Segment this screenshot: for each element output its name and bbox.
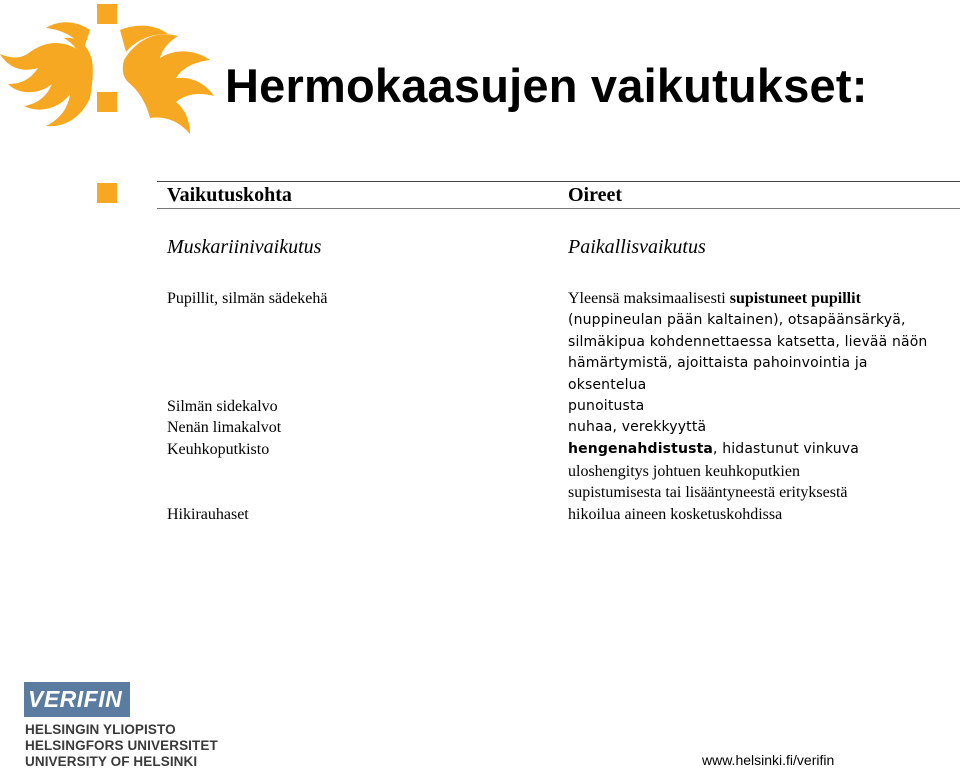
- symptom-bronchi-line-1: [568, 439, 859, 461]
- university-name-en: UNIVERSITY OF HELSINKI: [25, 754, 198, 769]
- symptom-pupils-line-4: hämärtymistä, ajoittaista pahoinvointia ja: [568, 355, 868, 371]
- site-nasal-mucosa: Nenän limakalvot: [167, 419, 282, 436]
- table-header-rule: [157, 208, 960, 209]
- symptom-bronchi-line-3: supistumisesta tai lisääntyneestä erityksestä: [568, 484, 848, 501]
- section-label-local: Paikallisvaikutus: [568, 236, 706, 258]
- page-title: Hermokaasujen vaikutukset:: [225, 59, 868, 112]
- site-bronchi: Keuhkoputkisto: [167, 441, 270, 458]
- university-name-fi: HELSINGIN YLIOPISTO: [25, 722, 176, 737]
- symptom-pupils-line-3: silmäkipua kohdennettaessa katsetta, lievää näön: [568, 334, 928, 350]
- symptom-pupils-line-1: [568, 288, 861, 310]
- section-label-muscarinic: Muskariinivaikutus: [167, 236, 322, 258]
- symptom-pupils-line-2: (nuppineulan pään kaltainen), otsapäänsärkyä,: [568, 312, 906, 328]
- symptom-text: Yleensä maksimaalisesti: [568, 290, 730, 307]
- symptom-nasal: nuhaa, verekkyyttä: [568, 419, 707, 435]
- symptom-bronchi-line-2: uloshengitys johtuen keuhkoputkien: [568, 463, 800, 480]
- site-conjunctiva: Silmän sidekalvo: [167, 398, 278, 415]
- column-header-site: Vaikutuskohta: [167, 184, 292, 206]
- symptom-sweat: hikoilua aineen kosketuskohdissa: [568, 506, 783, 523]
- symptom-text: , hidastunut vinkuva: [713, 441, 859, 457]
- university-flame-logo-icon: [0, 0, 230, 210]
- university-name-sv: HELSINGFORS UNIVERSITET: [25, 738, 218, 753]
- site-sweat-glands: Hikirauhaset: [167, 506, 249, 523]
- site-pupils: Pupillit, silmän sädekehä: [167, 290, 328, 307]
- symptom-emphasis: hengenahdistusta: [568, 441, 714, 457]
- symptom-conjunctiva: punoitusta: [568, 398, 645, 414]
- column-header-symptoms: Oireet: [568, 184, 623, 206]
- table-top-rule: [157, 181, 960, 182]
- footer-url-link[interactable]: www.helsinki.fi/verifin: [702, 752, 835, 768]
- symptom-emphasis: supistuneet pupillit: [729, 290, 861, 307]
- verifin-logo-text: VERIFIN: [28, 686, 123, 712]
- symptom-pupils-line-5: oksentelua: [568, 377, 647, 393]
